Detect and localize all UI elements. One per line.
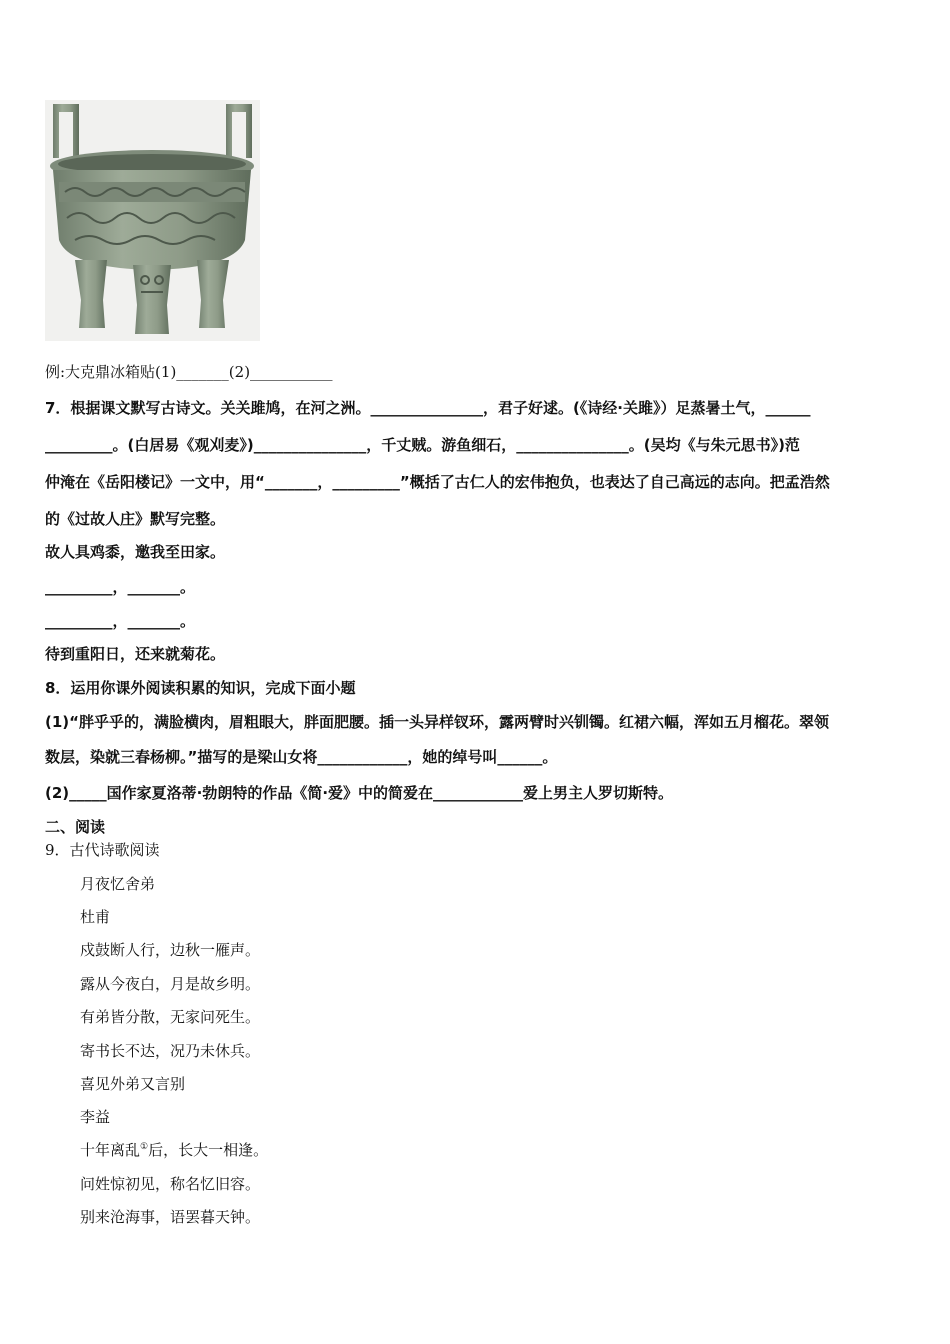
poem1-author: 杜甫	[80, 908, 111, 926]
poem2-author: 李益	[80, 1108, 111, 1126]
q7-line-1: 7．根据课文默写古诗文。关关雎鸠，在河之洲。_______________，君子好逑。(《诗经·关雎》）足蒸暑土气，______	[45, 399, 811, 417]
poem2-line-3: 别来沧海事，语罢暮天钟。	[80, 1208, 261, 1226]
poem2-title: 喜见外弟又言别	[80, 1075, 186, 1093]
example-line: 例:大克鼎冰箱贴(1)_______(2)___________	[45, 363, 333, 381]
q7-blank-line-2: _________，_______。	[45, 612, 196, 630]
q7-poem-last: 待到重阳日，还来就菊花。	[45, 645, 226, 663]
poem2-line-2: 问姓惊初见，称名忆旧容。	[80, 1175, 261, 1193]
poem1-line-3: 有弟皆分散，无家问死生。	[80, 1008, 261, 1026]
poem1-line-2: 露从今夜白，月是故乡明。	[80, 975, 261, 993]
q8-part2: (2)_____国作家夏洛蒂·勃朗特的作品《简·爱》中的简爱在____________爱上男主人罗切斯特。	[45, 784, 674, 802]
poem1-line-1: 戍鼓断人行，边秋一雁声。	[80, 941, 261, 959]
q8-part1-line2: 数层，染就三春杨柳。”描写的是梁山女将____________，她的绰号叫______。	[45, 748, 558, 766]
q7-line-4: 的《过故人庄》默写完整。	[45, 510, 226, 528]
q8-part1-line1: (1)“胖乎乎的，满脸横肉，眉粗眼大，胖面肥腰。插一头异样钗环，露两臂时兴钏镯。红裙六幅，浑如五月榴花。翠领	[45, 713, 830, 731]
footnote-marker: ①	[140, 1142, 149, 1152]
q8-title: 8．运用你课外阅读积累的知识，完成下面小题	[45, 679, 356, 697]
poem1-line-4: 寄书长不达，况乃未休兵。	[80, 1042, 261, 1060]
poem2-line-1	[80, 1139, 268, 1160]
poem1-title: 月夜忆舍弟	[80, 875, 156, 893]
q7-blank-line-1: _________，_______。	[45, 578, 196, 596]
q7-line-3: 仲淹在《岳阳楼记》一文中，用“_______，_________”概括了古仁人的宏伟抱负，也表达了自己高远的志向。把孟浩然	[45, 473, 830, 491]
bronze-ding-image	[45, 100, 260, 341]
poem2-line-1-start: 十年离乱	[80, 1141, 141, 1159]
section-heading: 二、阅读	[45, 818, 106, 836]
ding-illustration	[45, 100, 260, 341]
q7-line-2: _________。(白居易《观刈麦》)_______________，千丈贼。游鱼细石，_______________。(吴均《与朱元思书》)范	[45, 436, 800, 454]
q7-poem-first: 故人具鸡黍，邀我至田家。	[45, 543, 226, 561]
q9-title: 9．古代诗歌阅读	[45, 841, 160, 859]
poem2-line-1-end: 后，长大一相逢。	[148, 1141, 269, 1159]
